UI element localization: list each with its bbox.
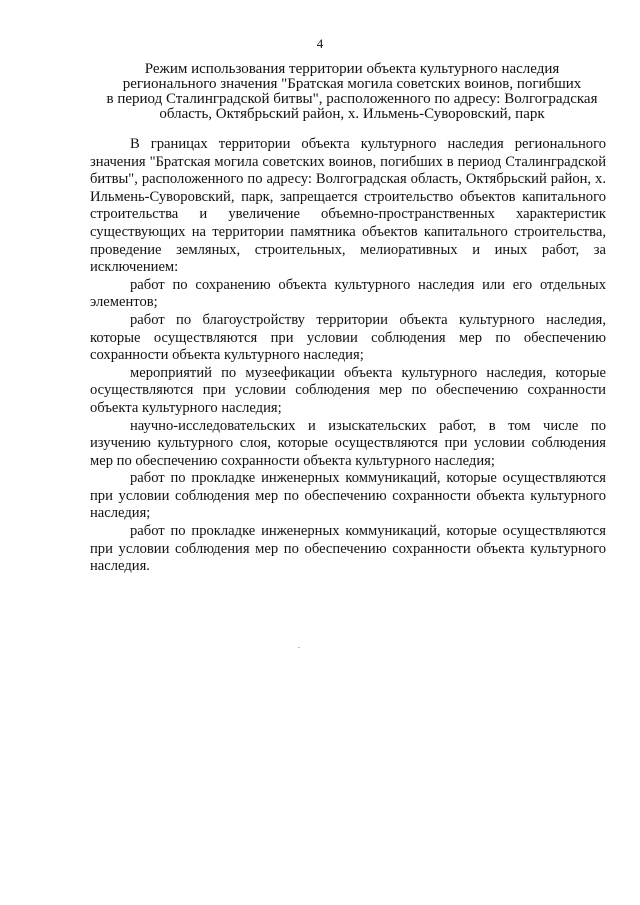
body-paragraph-exception: работ по благоустройству территории объекта культурного наследия, которые осуществляются при условии соблюдения мер по обеспечению сохранности объекта культурного наследия;	[90, 311, 606, 364]
body-paragraph-exception: работ по прокладке инженерных коммуникаций, которые осуществляются при условии соблюдения мер по обеспечению сохранности объекта культурного наследия.	[90, 523, 606, 575]
body-paragraph-exception: мероприятий по музеефикации объекта культурного наследия, которые осуществляются при условии соблюдения мер по обеспечению сохранности объекта культурного наследия;	[90, 364, 606, 416]
body-paragraph-exception: работ по прокладке инженерных коммуникаций, которые осуществляются при условии соблюдения мер по обеспечению сохранности объекта культурного наследия;	[90, 470, 606, 522]
heading-line: в период Сталинградской битвы", расположенного по адресу: Волгоградская	[106, 91, 598, 107]
heading-line: Режим использования территории объекта культурного наследия	[144, 61, 560, 77]
body-paragraph-intro: В границах территории объекта культурного наследия регионального значения "Братская могила советских воинов, погибших в период Сталинградской битвы", расположенного по адресу: Волгоградская область, Октябрьский район, х. Ильмень-Суворовский, парк, запрещается строительство объектов капитального строительства и увеличение объемно-пространственных характеристик существующих на территории памятника объектов капитального строительства, проведение земляных, строительных, мелиоративных и иных работ, за исключением:	[90, 136, 606, 276]
body-paragraph-exception: работ по сохранению объекта культурного наследия или его отдельных элементов;	[90, 276, 606, 311]
heading-line: регионального значения "Братская могила советских воинов, погибших	[122, 76, 582, 92]
scan-speck	[298, 647, 300, 648]
body-paragraph-exception: научно-исследовательских и изыскательских работ, в том числе по изучению культурного слоя, которые осуществляются при условии соблюдения мер по обеспечению сохранности объекта культурного наследия;	[90, 417, 606, 469]
heading-line: область, Октябрьский район, х. Ильмень-Суворовский, парк	[159, 106, 545, 122]
page-number: 4	[316, 36, 324, 51]
document-heading	[96, 62, 608, 122]
document-body	[90, 136, 606, 576]
